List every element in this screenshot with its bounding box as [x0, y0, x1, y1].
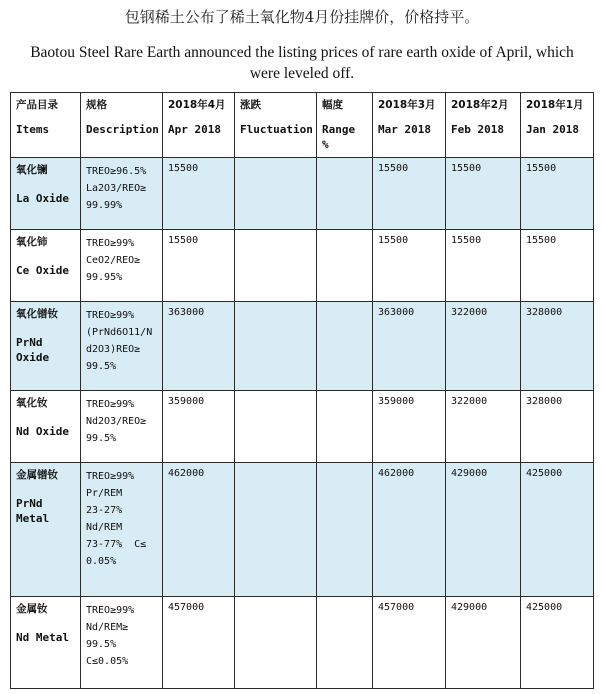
header-label-cn: 2018年4月 [168, 99, 226, 111]
header-jan-2018 [521, 93, 594, 158]
price-feb: 15500 [446, 230, 521, 302]
price-mar: 462000 [373, 463, 446, 597]
header-label-en: Mar 2018 [378, 123, 431, 136]
fluctuation-cell [235, 463, 317, 597]
header-items [11, 93, 81, 158]
header-label-cn: 涨跌 [240, 99, 261, 111]
price-apr: 363000 [163, 302, 235, 391]
item-cell [11, 158, 81, 230]
header-label-cn: 2018年1月 [526, 99, 584, 111]
range-cell [317, 302, 373, 391]
range-cell [317, 597, 373, 689]
item-cell [11, 391, 81, 463]
price-apr: 457000 [163, 597, 235, 689]
description-cell [81, 597, 163, 689]
item-name-cn: 金属镨钕 [16, 469, 58, 481]
price-table [10, 92, 594, 689]
header-label-cn: 2018年3月 [378, 99, 436, 111]
header-label-cn: 2018年2月 [451, 99, 509, 111]
price-jan: 328000 [521, 391, 594, 463]
range-cell [317, 158, 373, 230]
item-name-en: Ce Oxide [16, 264, 69, 277]
description-line: TREO≥99% [86, 238, 135, 249]
description-line: Pr/REM [86, 488, 123, 499]
price-feb: 15500 [446, 158, 521, 230]
description-line: TREO≥99% [86, 605, 135, 616]
description-line: Nd/REM [86, 522, 123, 533]
header-label-en: Apr 2018 [168, 123, 221, 136]
header-label-cn: 规格 [86, 99, 107, 111]
price-feb: 322000 [446, 302, 521, 391]
price-jan: 328000 [521, 302, 594, 391]
header-row [11, 93, 594, 158]
price-feb: 429000 [446, 597, 521, 689]
description-line: 99.5% [86, 639, 117, 650]
item-cell [11, 597, 81, 689]
item-name-cn: 氧化铈 [16, 236, 48, 248]
description-line: 99.5% [86, 361, 117, 372]
description-cell [81, 391, 163, 463]
header-fluctuation [235, 93, 317, 158]
description-line: d2O3)REO≥ [86, 344, 141, 355]
item-name-cn: 氧化镨钕 [16, 308, 58, 320]
price-feb: 429000 [446, 463, 521, 597]
description-line: La2O3/REO≥ [86, 183, 147, 194]
header-apr-2018 [163, 93, 235, 158]
price-apr: 15500 [163, 158, 235, 230]
description-line: 23-27% [86, 505, 123, 516]
table-row [11, 302, 594, 391]
fluctuation-cell [235, 597, 317, 689]
description-line: Nd/REM≥ [86, 622, 129, 633]
header-label-cn: 产品目录 [16, 99, 58, 111]
item-cell [11, 230, 81, 302]
table-row [11, 463, 594, 597]
description-line: TREO≥99% [86, 310, 135, 321]
table-row [11, 391, 594, 463]
price-jan: 425000 [521, 597, 594, 689]
price-jan: 15500 [521, 230, 594, 302]
range-cell [317, 463, 373, 597]
price-apr: 15500 [163, 230, 235, 302]
description-cell [81, 302, 163, 391]
price-mar: 457000 [373, 597, 446, 689]
title-english: Baotou Steel Rare Earth announced the listing prices of rare earth oxide of April, which were leveled off. [30, 44, 574, 82]
item-name-cn: 金属钕 [16, 603, 48, 615]
description-line: TREO≥99% [86, 399, 135, 410]
description-line: 99.99% [86, 200, 123, 211]
header-feb-2018 [446, 93, 521, 158]
header-description [81, 93, 163, 158]
item-name-en: PrNd Oxide [16, 336, 50, 364]
table-row [11, 597, 594, 689]
header-mar-2018 [373, 93, 446, 158]
price-apr: 462000 [163, 463, 235, 597]
description-line: TREO≥99% [86, 471, 135, 482]
fluctuation-cell [235, 158, 317, 230]
description-line: 0.05% [86, 556, 117, 567]
item-name-cn: 氧化镧 [16, 164, 48, 176]
price-mar: 363000 [373, 302, 446, 391]
description-line: 73-77% C≤ [86, 539, 147, 550]
price-jan: 425000 [521, 463, 594, 597]
description-line: C≤0.05% [86, 656, 129, 667]
item-name-en: PrNd Metal [16, 497, 50, 525]
table-row [11, 158, 594, 230]
fluctuation-cell [235, 302, 317, 391]
item-cell [11, 463, 81, 597]
range-cell [317, 230, 373, 302]
description-cell [81, 158, 163, 230]
price-feb: 322000 [446, 391, 521, 463]
item-cell [11, 302, 81, 391]
price-apr: 359000 [163, 391, 235, 463]
description-line: (PrNd6O11/N [86, 327, 153, 338]
header-label-en: Description [86, 123, 159, 136]
price-mar: 359000 [373, 391, 446, 463]
item-name-en: La Oxide [16, 192, 69, 205]
header-label-en: Items [16, 123, 50, 136]
item-name-en: Nd Metal [16, 631, 69, 644]
price-mar: 15500 [373, 230, 446, 302]
fluctuation-cell [235, 391, 317, 463]
fluctuation-cell [235, 230, 317, 302]
description-cell [81, 230, 163, 302]
header-range [317, 93, 373, 158]
description-line: 99.5% [86, 433, 117, 444]
item-name-en: Nd Oxide [16, 425, 69, 438]
header-label-cn: 幅度 [322, 99, 343, 111]
header-label-en: Fluctuation [240, 123, 313, 136]
price-jan: 15500 [521, 158, 594, 230]
header-label-en: Range % [322, 123, 356, 151]
header-label-en: Jan 2018 [526, 123, 579, 136]
description-line: CeO2/REO≥ [86, 255, 141, 266]
table-row [11, 230, 594, 302]
description-line: 99.95% [86, 272, 123, 283]
header-label-en: Feb 2018 [451, 123, 504, 136]
price-mar: 15500 [373, 158, 446, 230]
range-cell [317, 391, 373, 463]
description-line: Nd2O3/REO≥ [86, 416, 147, 427]
item-name-cn: 氧化钕 [16, 397, 48, 409]
description-line: TREO≥96.5% [86, 166, 147, 177]
description-cell [81, 463, 163, 597]
title-chinese: 包钢稀土公布了稀土氧化物4月份挂牌价，价格持平。 [124, 8, 480, 26]
